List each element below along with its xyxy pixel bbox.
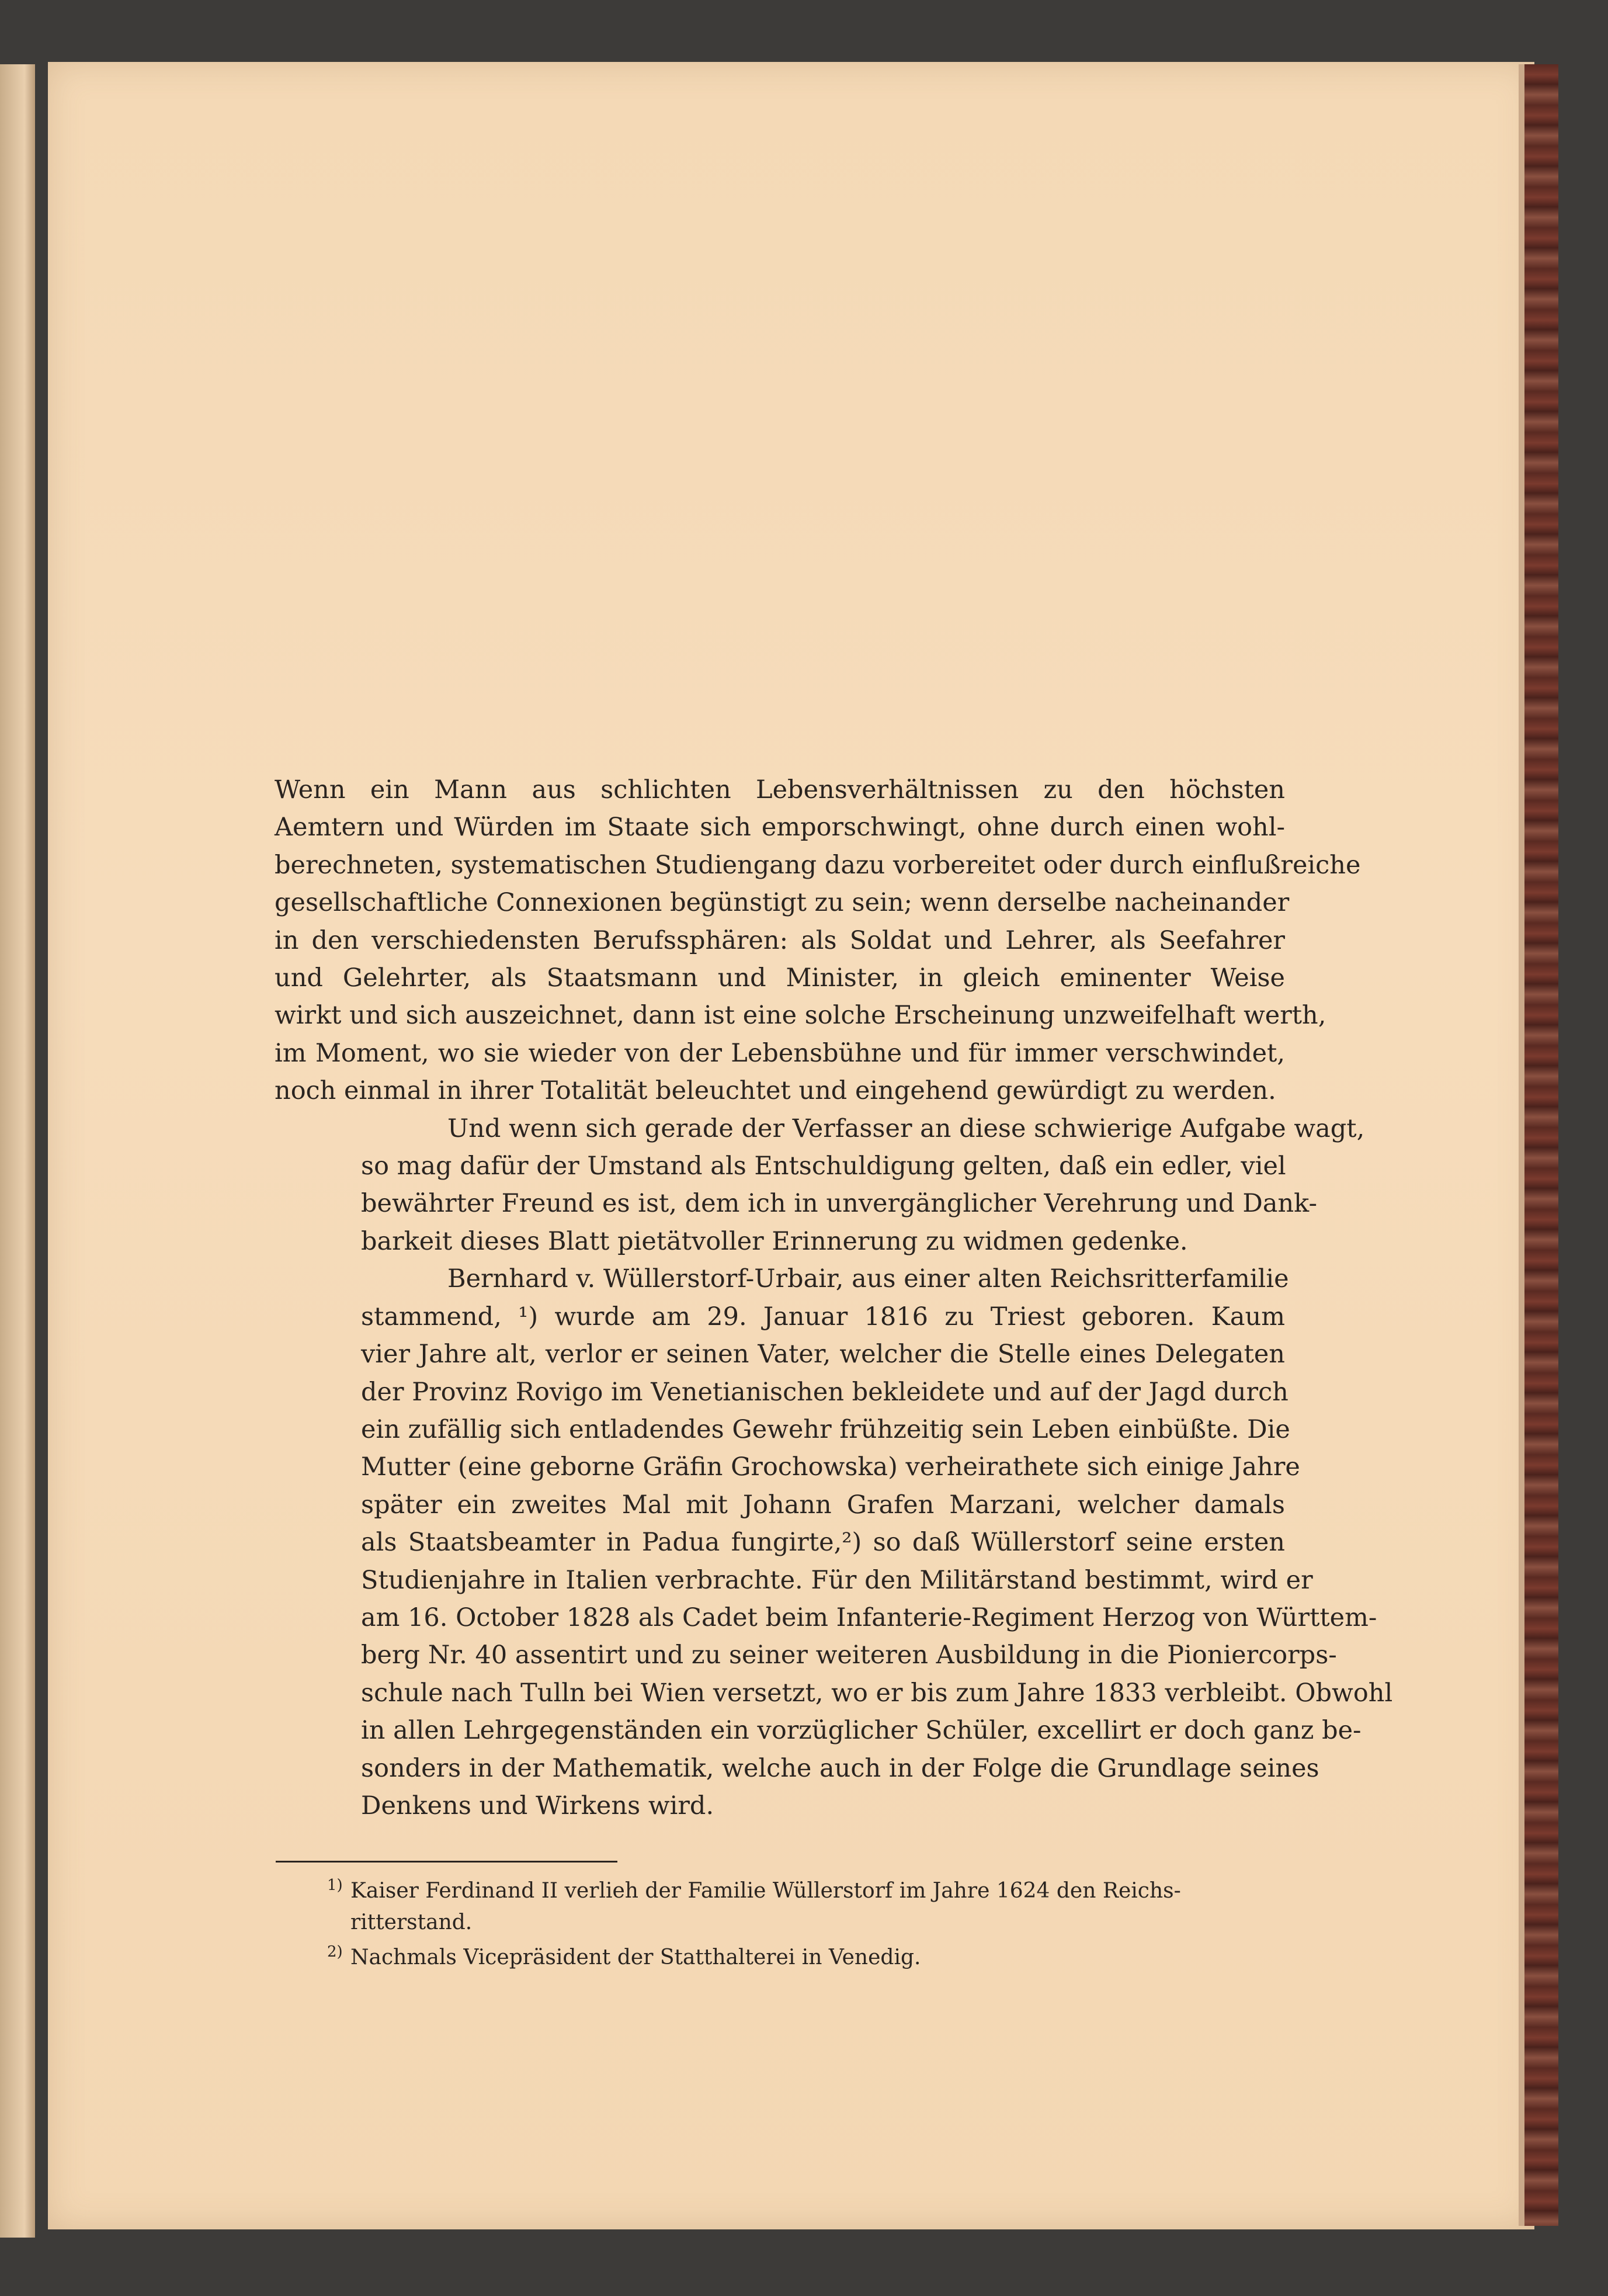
footnote-line: Kaiser Ferdinand II verlieh der Familie Wüllerstorf im Jahre 1624 den Reichs- [350, 1879, 1181, 1903]
footnote-1 [327, 1875, 1279, 1938]
text-line: am 16. October 1828 als Cadet beim Infanterie-Regiment Herzog von Württem- [361, 1603, 1377, 1632]
text-line: Mutter (eine geborne Gräfin Grochowska) verheirathete sich einige Jahre [361, 1452, 1300, 1482]
footnote-marker: 2) [327, 1943, 343, 1961]
text-line: sonders in der Mathematik, welche auch in der Folge die Grundlage seines [361, 1753, 1319, 1783]
text-line: schule nach Tulln bei Wien versetzt, wo er bis zum Jahre 1833 verbleibt. Obwohl [361, 1678, 1393, 1708]
text-line: ein zufällig sich entladendes Gewehr frühzeitig sein Leben einbüßte. Die [361, 1414, 1290, 1444]
left-page-edge [0, 64, 35, 2238]
text-line: der Provinz Rovigo im Venetianischen bekleidete und auf der Jagd durch [361, 1377, 1289, 1407]
body-text [275, 771, 1393, 1825]
footnote-divider [276, 1861, 617, 1863]
text-line: stammend, ¹) wurde am 29. Januar 1816 zu Triest geboren. Kaum [361, 1302, 1285, 1331]
text-line: vier Jahre alt, verlor er seinen Vater, welcher die Stelle eines Delegaten [361, 1340, 1285, 1369]
text-line: noch einmal in ihrer Totalität beleuchtet und eingehend gewürdigt zu werden. [275, 1076, 1276, 1106]
paragraph-1 [275, 771, 1361, 1110]
paragraph-3 [275, 1260, 1393, 1825]
text-line: barkeit dieses Blatt pietätvoller Erinnerung zu widmen gedenke. [361, 1226, 1188, 1256]
paragraph-2 [275, 1110, 1365, 1261]
text-line: berechneten, systematischen Studiengang dazu vorbereitet oder durch einflußreiche [275, 850, 1361, 880]
footnote-line: ritterstand. [350, 1910, 473, 1934]
footnote-2 [327, 1942, 1279, 1974]
footnotes [327, 1875, 1279, 1974]
text-line: Denkens und Wirkens wird. [361, 1791, 714, 1820]
text-line: wirkt und sich auszeichnet, dann ist eine solche Erscheinung unzweifelhaft werth, [275, 1001, 1326, 1031]
text-line: Bernhard v. Wüllerstorf-Urbair, aus einer alten Reichsritterfamilie [447, 1264, 1289, 1294]
text-line: so mag dafür der Umstand als Entschuldigung gelten, daß ein edler, viel [361, 1152, 1286, 1181]
text-line: später ein zweites Mal mit Johann Grafen Marzani, welcher damals [361, 1490, 1285, 1520]
text-line: als Staatsbeamter in Padua fungirte,²) so daß Wüllerstorf seine ersten [361, 1528, 1285, 1558]
text-line: Aemtern und Würden im Staate sich emporschwingt, ohne durch einen wohl- [275, 813, 1285, 842]
footnote-line: Nachmals Vicepräsident der Statthalterei in Venedig. [350, 1945, 921, 1969]
text-line: gesellschaftliche Connexionen begünstigt zu sein; wenn derselbe nacheinander [275, 888, 1290, 918]
text-line: bewährter Freund es ist, dem ich in unvergänglicher Verehrung und Dank- [361, 1189, 1318, 1219]
text-line: und Gelehrter, als Staatsmann und Minister, in gleich eminenter Weise [275, 963, 1285, 993]
text-line: berg Nr. 40 assentirt und zu seiner weiteren Ausbildung in die Pioniercorps- [361, 1641, 1337, 1670]
text-line: Und wenn sich gerade der Verfasser an diese schwierige Aufgabe wagt, [447, 1114, 1365, 1143]
text-line: im Moment, wo sie wieder von der Lebensbühne und für immer verschwindet, [275, 1038, 1285, 1068]
book-spine [1524, 64, 1558, 2226]
text-line: Wenn ein Mann aus schlichten Lebensverhältnissen zu den höchsten [275, 775, 1285, 804]
text-line: in allen Lehrgegenständen ein vorzüglicher Schüler, excellirt er doch ganz be- [361, 1716, 1362, 1746]
footnote-marker: 1) [327, 1877, 343, 1894]
text-line: in den verschiedensten Berufssphären: als Soldat und Lehrer, als Seefahrer [275, 925, 1285, 955]
text-line: Studienjahre in Italien verbrachte. Für den Militärstand bestimmt, wird er [361, 1565, 1313, 1595]
